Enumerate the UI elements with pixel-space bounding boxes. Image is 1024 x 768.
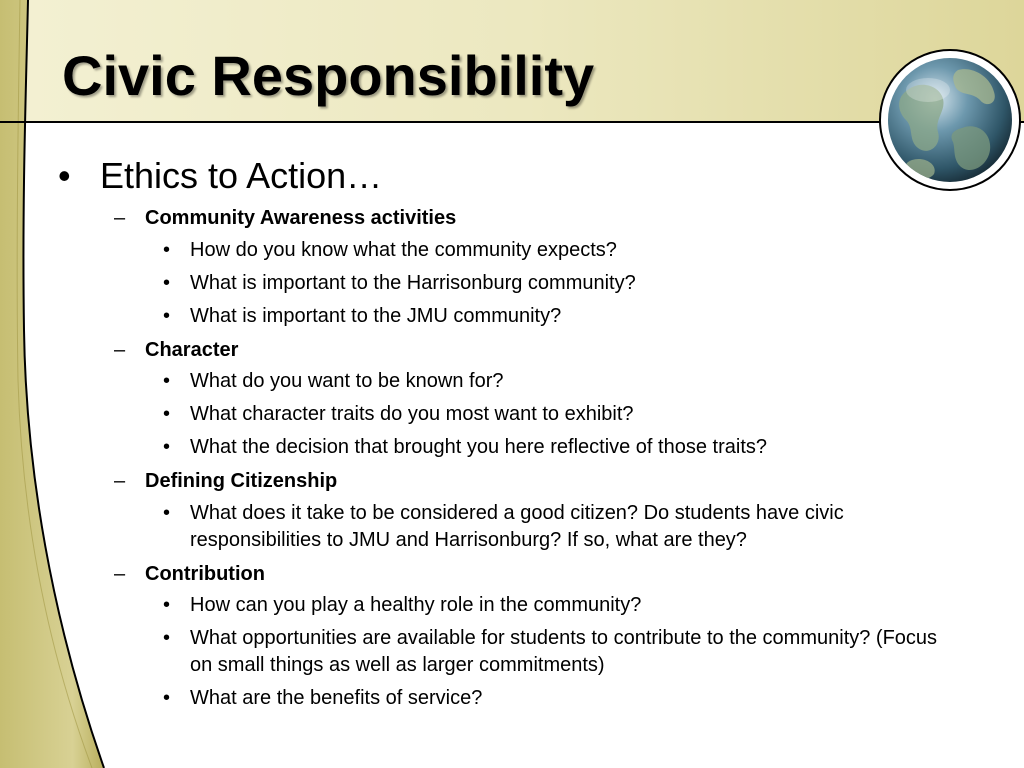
- list-item: [163, 592, 953, 619]
- bullet-marker: •: [163, 502, 171, 524]
- bullet-marker: •: [163, 436, 171, 458]
- list-item-text: What do you want to be known for?: [190, 370, 504, 392]
- list-item-text: What the decision that brought you here reflective of those traits?: [190, 436, 767, 458]
- list-item: [163, 434, 953, 461]
- bullet-marker: •: [163, 687, 171, 709]
- list-item-text: What does it take to be considered a good citizen? Do students have civic responsibilities to JMU and Harrisonburg? If so, what are they?: [190, 502, 844, 551]
- bullet-marker: •: [163, 594, 171, 616]
- dash-marker: –: [114, 207, 126, 229]
- list-item-text: What character traits do you most want to exhibit?: [190, 403, 634, 425]
- list-item: [163, 625, 953, 679]
- dash-marker: –: [114, 339, 126, 361]
- list-item: [163, 401, 953, 428]
- list-item-text: How do you know what the community expects?: [190, 239, 617, 261]
- bullet-marker: •: [163, 627, 171, 649]
- list-item-text: What is important to the JMU community?: [190, 305, 562, 327]
- main-bullet-text: Ethics to Action…: [100, 155, 383, 196]
- section-heading-text: Defining Citizenship: [145, 470, 338, 492]
- list-item-text: How can you play a healthy role in the community?: [190, 594, 642, 616]
- list-item: [163, 685, 953, 712]
- bullet-marker: •: [163, 239, 171, 261]
- list-item-text: What is important to the Harrisonburg community?: [190, 272, 636, 294]
- section-heading-text: Character: [145, 339, 239, 361]
- list-item: [163, 500, 953, 554]
- dash-marker: –: [114, 470, 126, 492]
- bullet-marker: •: [163, 370, 171, 392]
- list-item: [163, 270, 953, 297]
- list-item: [163, 237, 953, 264]
- bullet-marker: •: [58, 155, 71, 196]
- section-heading-text: Contribution: [145, 563, 265, 585]
- slide-title: Civic Responsibility: [62, 44, 595, 107]
- list-item-text: What opportunities are available for students to contribute to the community? (Focus on small things as well as larger commitments): [190, 627, 938, 676]
- bullet-marker: •: [163, 305, 171, 327]
- bullet-marker: •: [163, 272, 171, 294]
- bullet-marker: •: [163, 403, 171, 425]
- section-heading-text: Community Awareness activities: [145, 207, 457, 229]
- list-item-text: What are the benefits of service?: [190, 687, 483, 709]
- list-item: [163, 368, 953, 395]
- dash-marker: –: [114, 563, 126, 585]
- list-item: [163, 303, 953, 330]
